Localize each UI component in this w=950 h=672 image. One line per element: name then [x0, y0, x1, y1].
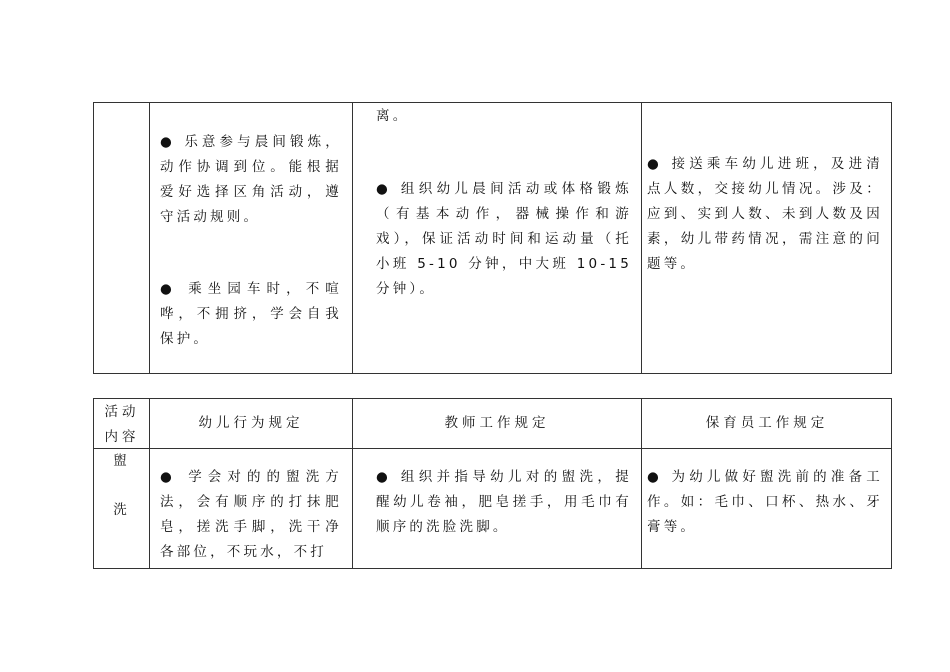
col-divider: [641, 103, 642, 373]
activity-cell: [94, 103, 149, 373]
rules-table: [93, 398, 892, 569]
header-child-rules: 幼儿行为规定: [198, 415, 304, 431]
table-continued: [93, 102, 892, 374]
header-caregiver-rules: 保育员工作规定: [705, 415, 829, 431]
teacher-rule-exercise: ● 组织幼儿晨间活动或体格锻炼（有基本动作，器械操作和游戏），保证活动时间和运动量（托小班 5-10 分钟，中大班 10-15 分钟）。: [376, 181, 632, 297]
teacher-rule-washing: ● 组织并指导幼儿对的盥洗，提醒幼儿卷袖，肥皂搓手，用毛巾有顺序的洗脸洗脚。: [376, 469, 632, 535]
activity-washing-char2: 洗: [113, 502, 131, 518]
teacher-rule-prev-end: 离。: [376, 108, 410, 124]
child-rule-exercise: ● 乐意参与晨间锻炼，动作协调到位。能根据爱好选择区角活动，遵守活动规则。: [160, 134, 342, 225]
header-teacher-rules: 教师工作规定: [444, 415, 550, 431]
caregiver-rule-bus: ● 接送乘车幼儿进班，及进清点人数，交接幼儿情况。涉及：应到、实到人数、未到人数及因素，幼儿带药情况，需注意的问题等。: [647, 156, 883, 272]
caregiver-rule-washing: ● 为幼儿做好盥洗前的准备工作。如：毛巾、口杯、热水、牙膏等。: [647, 469, 883, 535]
col-divider: [149, 103, 150, 373]
header-divider: [94, 448, 891, 449]
header-activity-content: 活动内容: [104, 404, 140, 445]
child-rule-washing: ● 学会对的的盥洗方法，会有顺序的打抹肥皂，搓洗手脚，洗干净各部位，不玩水，不打: [160, 469, 342, 560]
activity-washing-char1: 盥: [113, 453, 131, 469]
col-divider: [352, 103, 353, 373]
child-rule-bus: ● 乘坐园车时，不喧哗，不拥挤，学会自我保护。: [160, 281, 342, 347]
